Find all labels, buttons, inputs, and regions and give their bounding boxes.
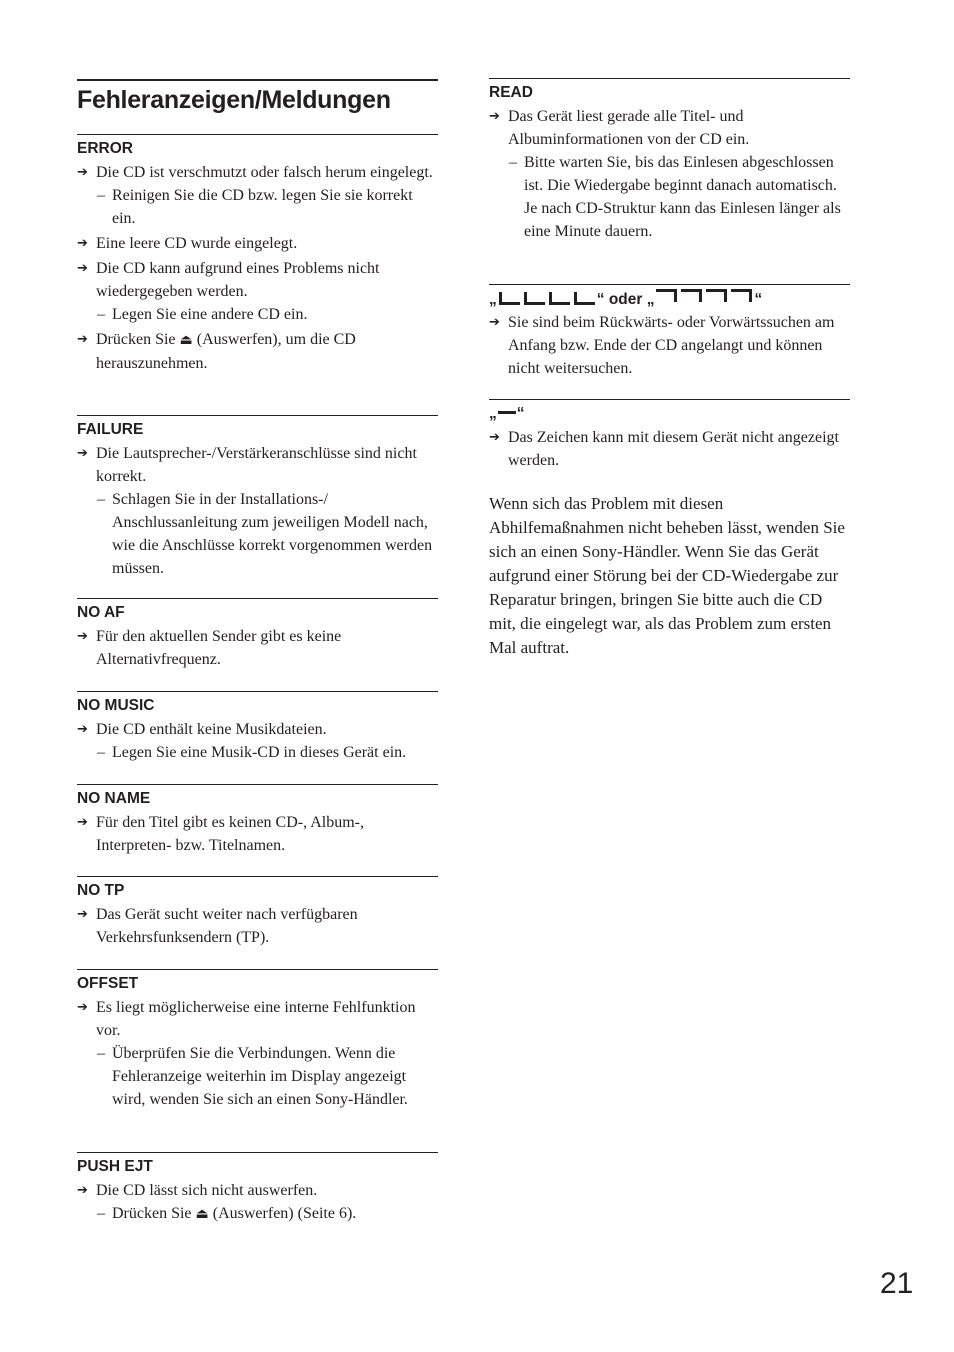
section-heading xyxy=(489,404,850,424)
item-text: Das Gerät sucht weiter nach verfügbaren Verkehrsfunksendern (TP). xyxy=(96,906,358,946)
arrow-right-icon: ➔ xyxy=(489,430,500,445)
open-quote: „ xyxy=(489,291,497,308)
list-item xyxy=(77,996,438,1042)
section-no-name xyxy=(77,784,438,857)
sub-item xyxy=(77,1202,438,1226)
item-text: Für den Titel gibt es keinen CD-, Album-, Interpreten- bzw. Titelnamen. xyxy=(96,814,364,854)
section-heading xyxy=(489,289,850,309)
dash-segment-icon xyxy=(498,411,516,414)
open-quote: „ xyxy=(489,405,497,422)
eject-icon: ⏏ xyxy=(179,332,193,348)
page-title: Fehleranzeigen/Meldungen xyxy=(77,79,438,117)
close-quote: “ xyxy=(596,291,605,308)
sub-item-text: Bitte warten Sie, bis das Einlesen abgeschlossen ist. Die Wiedergabe beginnt danach automatisch. Je nach CD-Struktur kann das Einlesen länger als eine Minute dauern. xyxy=(524,154,841,240)
arrow-right-icon: ➔ xyxy=(77,815,88,830)
dash-marker: – xyxy=(97,744,105,761)
section-no-tp xyxy=(77,876,438,949)
dash-marker: – xyxy=(97,1205,105,1222)
arrow-right-icon: ➔ xyxy=(77,1183,88,1198)
section-dash-char xyxy=(489,399,850,472)
arrow-right-icon: ➔ xyxy=(489,315,500,330)
segment-corner-up-icon xyxy=(524,292,545,305)
closing-paragraph: Wenn sich das Problem mit diesen Abhilfemaßnahmen nicht beheben lässt, wenden Sie sich an einen Sony-Händler. Wenn Sie das Gerät aufgrund einer Störung bei der CD-Wiedergabe zur Reparatur bringen, bringen Sie bitte auch die CD mit, die eingelegt war, als das Problem zum ersten Mal auftrat. xyxy=(489,494,845,657)
item-text: Die Lautsprecher-/Verstärkeranschlüsse sind nicht korrekt. xyxy=(96,445,417,485)
arrow-right-icon: ➔ xyxy=(77,907,88,922)
item-text-post: (Auswerfen), um die CD herauszunehmen. xyxy=(96,331,356,372)
close-quote: “ xyxy=(516,405,525,422)
section-error xyxy=(77,134,438,375)
item-text: Das Gerät liest gerade alle Titel- und Albuminformationen von der CD ein. xyxy=(508,108,750,148)
sub-item-text: Legen Sie eine Musik-CD in dieses Gerät ein. xyxy=(112,744,407,761)
arrow-right-icon: ➔ xyxy=(77,261,88,276)
arrow-right-icon: ➔ xyxy=(489,109,500,124)
arrow-right-icon: ➔ xyxy=(77,1000,88,1015)
sub-item xyxy=(77,184,438,230)
page-number: 21 xyxy=(880,1267,914,1300)
section-heading: OFFSET xyxy=(77,975,139,992)
item-text: Das Zeichen kann mit diesem Gerät nicht angezeigt werden. xyxy=(508,429,839,469)
section-no-af xyxy=(77,598,438,671)
dash-marker: – xyxy=(97,187,105,204)
list-item xyxy=(489,426,850,472)
item-text: Die CD enthält keine Musikdateien. xyxy=(96,721,327,738)
sub-item xyxy=(77,303,438,326)
list-item xyxy=(77,257,438,303)
dash-marker: – xyxy=(97,1045,105,1062)
sub-item-text-pre: Drücken Sie xyxy=(112,1205,192,1222)
list-item xyxy=(77,903,438,949)
sub-item xyxy=(77,741,438,764)
segment-corner-down-icon xyxy=(656,289,677,302)
arrow-right-icon: ➔ xyxy=(77,165,88,180)
section-heading: ERROR xyxy=(77,140,133,157)
segment-corner-down-icon xyxy=(706,289,727,302)
section-push-ejt xyxy=(77,1152,438,1226)
item-text-pre: Drücken Sie xyxy=(96,331,176,348)
dash-marker: – xyxy=(97,306,105,323)
item-text: Die CD lässt sich nicht auswerfen. xyxy=(96,1182,318,1199)
list-item xyxy=(77,328,438,375)
sub-item-text: Legen Sie eine andere CD ein. xyxy=(112,306,308,323)
sub-item xyxy=(77,1042,438,1111)
section-heading: NO NAME xyxy=(77,790,151,807)
item-text: Die CD kann aufgrund eines Problems nicht wiedergegeben werden. xyxy=(96,260,380,300)
section-offset xyxy=(77,969,438,1111)
section-heading: NO TP xyxy=(77,882,125,899)
list-item xyxy=(77,232,438,255)
section-heading: PUSH EJT xyxy=(77,1158,153,1175)
oder-word: oder xyxy=(608,291,643,308)
section-read xyxy=(489,78,850,243)
section-no-music xyxy=(77,691,438,764)
list-item xyxy=(489,105,850,151)
list-item xyxy=(77,442,438,488)
item-text: Die CD ist verschmutzt oder falsch herum eingelegt. xyxy=(96,164,433,181)
segment-corner-down-icon xyxy=(681,289,702,302)
dash-marker: – xyxy=(97,491,105,508)
segment-corner-up-icon xyxy=(499,292,520,305)
list-item xyxy=(77,718,438,741)
list-item xyxy=(77,161,438,184)
arrow-right-icon: ➔ xyxy=(77,332,88,347)
list-item xyxy=(77,1179,438,1202)
segment-corner-down-icon xyxy=(731,289,752,302)
section-segment-chars xyxy=(489,284,850,380)
list-item xyxy=(489,311,850,380)
item-text: Es liegt möglicherweise eine interne Fehlfunktion vor. xyxy=(96,999,416,1039)
sub-item xyxy=(77,488,438,580)
item-text: Für den aktuellen Sender gibt es keine Alternativfrequenz. xyxy=(96,628,342,668)
close-quote: “ xyxy=(754,291,763,308)
list-item xyxy=(77,625,438,671)
item-text: Sie sind beim Rückwärts- oder Vorwärtssuchen am Anfang bzw. Ende der CD angelangt und können nicht weitersuchen. xyxy=(508,314,835,377)
eject-icon: ⏏ xyxy=(195,1206,209,1222)
sub-item-text: Überprüfen Sie die Verbindungen. Wenn die Fehleranzeige weiterhin im Display angezeigt wird, wenden Sie sich an einen Sony-Händler. xyxy=(112,1045,408,1108)
segment-corner-up-icon xyxy=(574,292,595,305)
arrow-right-icon: ➔ xyxy=(77,629,88,644)
arrow-right-icon: ➔ xyxy=(77,722,88,737)
section-heading: READ xyxy=(489,84,533,101)
list-item xyxy=(77,811,438,857)
sub-item-text: Schlagen Sie in der Installations-/ Anschlussanleitung zum jeweiligen Modell nach, wie die Anschlüsse korrekt vorgenommen werden müssen. xyxy=(112,491,433,577)
section-failure xyxy=(77,415,438,580)
sub-item-text-post: (Auswerfen) (Seite 6). xyxy=(212,1205,357,1222)
open-quote: „ xyxy=(646,291,655,308)
section-heading: NO MUSIC xyxy=(77,697,155,714)
arrow-right-icon: ➔ xyxy=(77,446,88,461)
arrow-right-icon: ➔ xyxy=(77,236,88,251)
section-heading: FAILURE xyxy=(77,421,144,438)
section-heading: NO AF xyxy=(77,604,125,621)
sub-item-text: Reinigen Sie die CD bzw. legen Sie sie korrekt ein. xyxy=(112,187,413,227)
dash-marker: – xyxy=(509,154,517,171)
sub-item xyxy=(489,151,850,243)
item-text: Eine leere CD wurde eingelegt. xyxy=(96,235,298,252)
segment-corner-up-icon xyxy=(549,292,570,305)
